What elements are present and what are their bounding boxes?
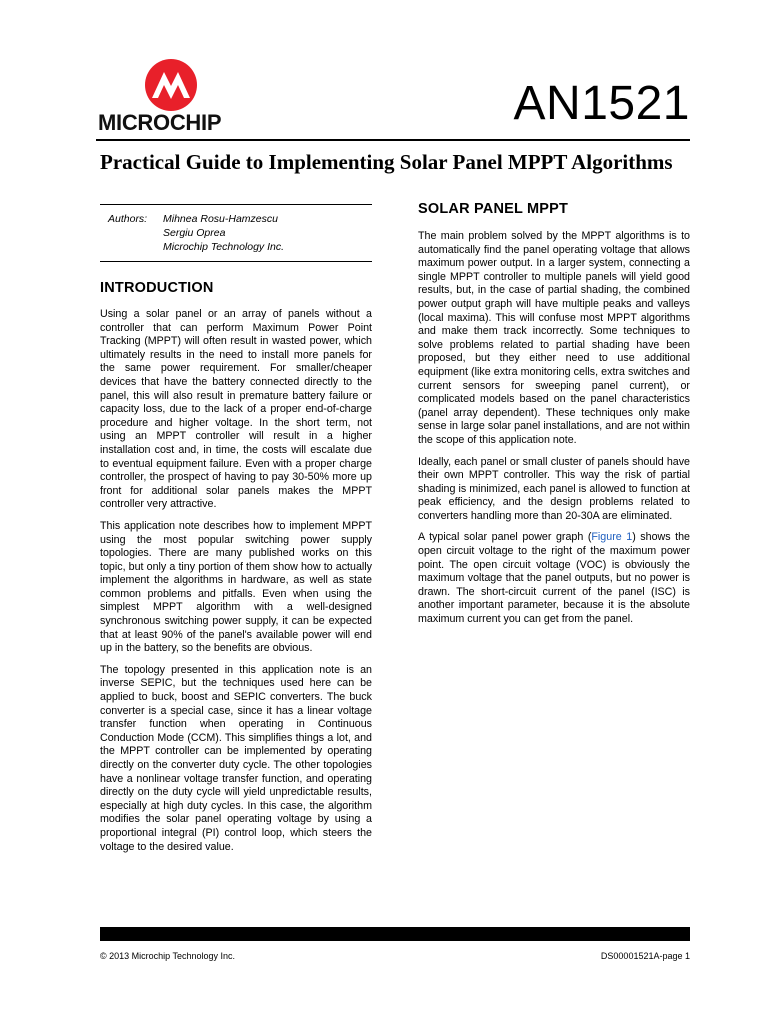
text-span: A typical solar panel power graph ( bbox=[418, 531, 592, 544]
page-title: Practical Guide to Implementing Solar Panel MPPT Algorithms bbox=[100, 150, 673, 174]
figure-1-link[interactable]: Figure 1 bbox=[591, 531, 633, 544]
author-affiliation: Microchip Technology Inc. bbox=[163, 241, 285, 253]
paragraph: The main problem solved by the MPPT algorithms is to automatically find the panel operating voltage that allows maximum power output. In a larger system, connecting a single MPPT controller to multiple panels will yield good results, but, in the case of partial shading, the combined power output graph will have multiple peaks and valleys (local maxima). This will confuse most MPPT algorithms and make them track incorrectly. Some techniques to solve problems related to partial shading have been proposed, but they either need to use additional equipment (like extra monitoring cells, extra switches and current sensors for sweeping panel current), or complicated models based on the panel characteristics (panel array dependent). These techniques only make sense in large solar panel installations, and are not within the scope of this application note. bbox=[418, 230, 690, 446]
footer-page-id: DS00001521A-page 1 bbox=[600, 951, 690, 961]
microchip-logo bbox=[96, 58, 246, 134]
author-name: Mihnea Rosu-Hamzescu bbox=[163, 213, 278, 225]
footer-bar bbox=[100, 927, 690, 941]
paragraph: This application note describes how to implement MPPT using the most popular switching power supply topologies. There are many published works on this topic, but only a tiny portion of them show how to actually implement the algorithms in hardware, as well as state common problems and pitfalls. Even when using the simplest MPPT algorithm with a well-designed synchronous switching power supply, it can be expected that at least 90% of the panel's available power will end up in the battery, so the benefits are obvious. bbox=[100, 519, 372, 655]
text-span: ) is another important parameter, because it is the absolute maximum current you can get from the panel. bbox=[418, 585, 690, 626]
authors-names bbox=[163, 212, 284, 254]
paragraph: Using a solar panel or an array of panels without a controller that can perform Maximum Power Point Tracking (MPPT) will often result in wasted power, which ultimately results in the need to install more panels for the same power requirement. For smaller/cheaper devices that have the battery connected directly to the panel, this will also result in premature battery failure or capacity loss, due to the lack of a proper end-of-charge procedure and higher voltage. In the short term, not using an MPPT controller will result in a higher installation cost and, in time, the costs will escalate due to eventual equipment failure. Even with a proper charge controller, the prospect of having to pay 30-50% more up front for additional solar panels makes the MPPT controller very attractive. bbox=[100, 308, 372, 511]
paragraph: The topology presented in this application note is an inverse SEPIC, but the techniques used here can be applied to buck, boost and SEPIC converters. The buck converter is a special case, since it has a linear voltage transfer function when operating in Continuous Conduction Mode (CCM). This simplifies things a lot, and the MPPT controller can be implemented by operating directly on the converter duty cycle. The other topologies have a nonlinear voltage transfer function, and operating directly on the duty cycle will yield unpredictable results, especially at high duty cycles. In this case, the algorithm modifies the solar panel operating voltage by using a proportional integral (PI) control loop, which steers the voltage to the desired value. bbox=[100, 663, 372, 853]
doc-number: AN1521 bbox=[513, 77, 690, 130]
isc-symbol: ISC bbox=[654, 585, 673, 598]
authors-label: Authors: bbox=[108, 213, 148, 225]
footer-copyright: © 2013 Microchip Technology Inc. bbox=[100, 951, 236, 961]
brand-name: MICROCHIP bbox=[98, 110, 222, 135]
right-column bbox=[418, 195, 690, 635]
text-span: ) is obviously the maximum voltage that the panel outputs, but no power is drawn. The short-circuit current of the panel ( bbox=[418, 558, 690, 598]
header-rule bbox=[96, 139, 690, 141]
paragraph bbox=[418, 531, 690, 626]
section-heading-solar-panel-mppt: SOLAR PANEL MPPT bbox=[418, 201, 569, 217]
left-column bbox=[100, 195, 372, 862]
authors-box bbox=[100, 204, 372, 262]
paragraph: Ideally, each panel or small cluster of panels should have their own MPPT controller. This way the risk of partial shading is minimized, each panel is allowed to function at peak efficiency, and the design problems related to converters handling more than 20-30A are eliminated. bbox=[418, 455, 690, 522]
text-span: ) shows the open circuit voltage to the right of the maximum power point. The open circuit voltage ( bbox=[418, 531, 690, 571]
microchip-logo-icon bbox=[144, 58, 198, 112]
author-name: Sergiu Oprea bbox=[163, 227, 226, 239]
voc-symbol: VOC bbox=[579, 558, 603, 571]
section-heading-introduction: INTRODUCTION bbox=[100, 280, 214, 296]
